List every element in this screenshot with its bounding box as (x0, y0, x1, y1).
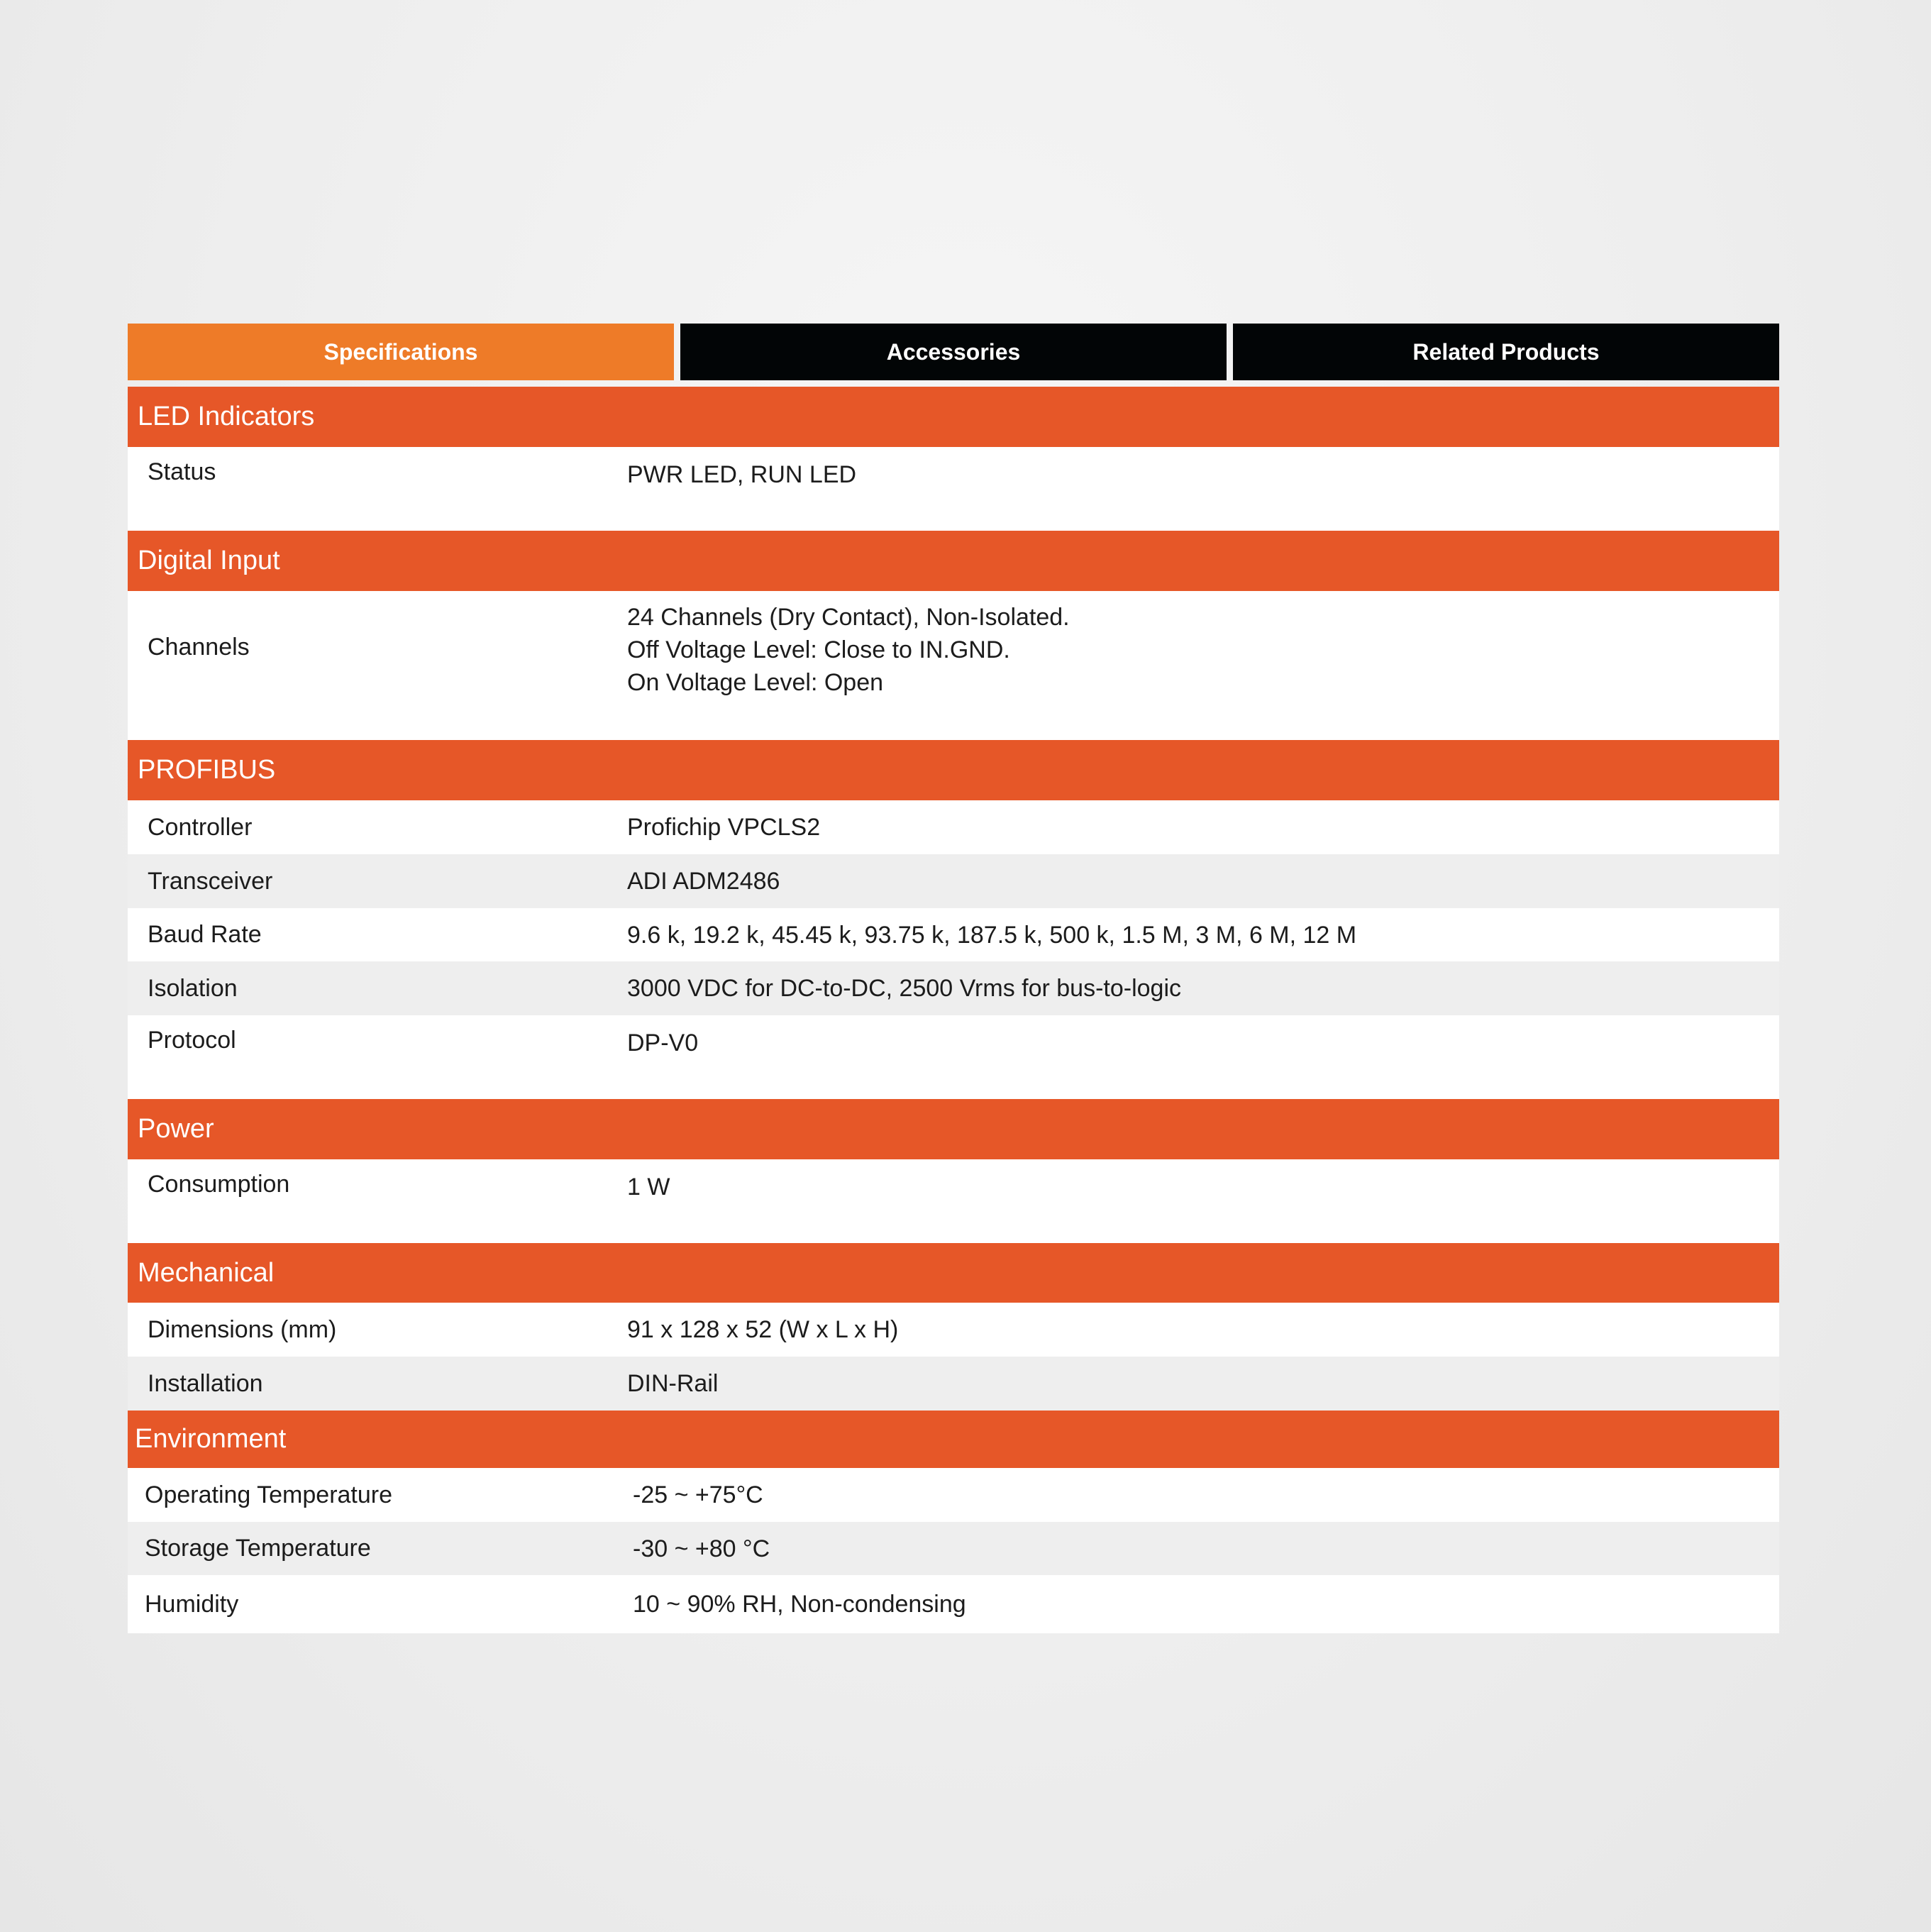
row-value: DIN-Rail (627, 1370, 719, 1397)
row-label: Baud Rate (148, 921, 262, 948)
row-value-line: On Voltage Level: Open (627, 669, 884, 696)
row-value: DP-V0 (627, 1030, 699, 1056)
section-header-environment: Environment (128, 1411, 1779, 1468)
table-row (128, 1015, 1779, 1099)
row-label: Storage Temperature (145, 1535, 371, 1562)
section-header-digital-input: Digital Input (128, 531, 1779, 591)
row-label: Protocol (148, 1027, 236, 1054)
row-value: ADI ADM2486 (627, 868, 780, 895)
row-value: 1 W (627, 1174, 670, 1200)
table-row (128, 1303, 1779, 1357)
table-row (128, 961, 1779, 1015)
row-value: 10 ~ 90% RH, Non-condensing (633, 1591, 966, 1618)
table-row (128, 1522, 1779, 1575)
table-row (128, 1575, 1779, 1633)
row-label: Consumption (148, 1171, 290, 1198)
row-value: 3000 VDC for DC-to-DC, 2500 Vrms for bus-to-logic (627, 975, 1182, 1002)
section-header-led-indicators: LED Indicators (128, 387, 1779, 447)
table-row (128, 447, 1779, 531)
tab-accessories[interactable]: Accessories (680, 324, 1227, 380)
row-value: 91 x 128 x 52 (W x L x H) (627, 1316, 899, 1343)
row-label: Status (148, 458, 216, 485)
row-label: Channels (148, 634, 250, 661)
row-value: PWR LED, RUN LED (627, 461, 857, 488)
table-row (128, 1357, 1779, 1411)
row-label: Transceiver (148, 867, 273, 895)
environment-section (128, 1411, 1779, 1633)
row-value: 9.6 k, 19.2 k, 45.45 k, 93.75 k, 187.5 k, 500 k, 1.5 M, 3 M, 6 M, 12 M (627, 921, 1357, 949)
table-row (128, 908, 1779, 961)
row-value: -25 ~ +75°C (633, 1481, 763, 1508)
row-label: Controller (148, 813, 253, 841)
row-label: Operating Temperature (145, 1481, 393, 1508)
table-row (128, 854, 1779, 908)
table-row (128, 800, 1779, 854)
table-row (128, 1468, 1779, 1522)
section-header-profibus: PROFIBUS (128, 740, 1779, 800)
row-value: Profichip VPCLS2 (627, 814, 821, 841)
row-value: -30 ~ +80 °C (633, 1535, 770, 1562)
table-row (128, 1159, 1779, 1243)
section-header-mechanical: Mechanical (128, 1243, 1779, 1303)
spec-panel (128, 324, 1779, 1633)
tab-related-products[interactable]: Related Products (1233, 324, 1779, 380)
row-label: Dimensions (mm) (148, 1315, 337, 1343)
row-value-line: 24 Channels (Dry Contact), Non-Isolated. (627, 604, 1070, 631)
table-row (128, 591, 1779, 740)
row-label: Isolation (148, 974, 238, 1002)
section-header-power: Power (128, 1099, 1779, 1159)
tab-specifications[interactable]: Specifications (128, 324, 674, 380)
row-value (627, 591, 1779, 699)
row-label: Installation (148, 1369, 263, 1397)
row-label: Humidity (145, 1590, 239, 1618)
tab-bar (128, 324, 1779, 380)
row-value-line: Off Voltage Level: Close to IN.GND. (627, 636, 1010, 663)
